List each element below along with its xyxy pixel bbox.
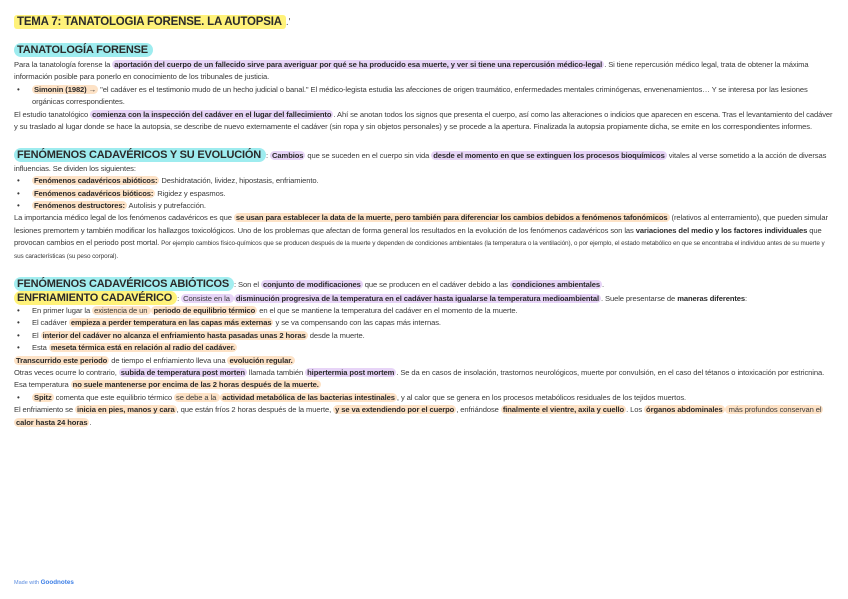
title-line	[14, 12, 834, 30]
list-item: • En primer lugar la existencia de un periodo de equilibrio térmico en el que se mantiene la temperatura del cadáver en el momento de la muerte.	[14, 305, 834, 317]
page-title: TEMA 7: TANATOLOGIA FORENSE. LA AUTOPSIA	[14, 15, 286, 29]
paragraph: El enfriamiento se inicia en pies, manos y cara , que están fríos 2 horas después de la muerte, y se va extendiendo por el cuerpo , enfriándose finalmente el vientre, axila y cuello . Los órganos abdominales más profundos conservan el calor hasta 24 horas .	[14, 405, 822, 427]
section-header-abioticos: FENÓMENOS CADAVÉRICOS ABIÓTICOS	[14, 277, 234, 291]
paragraph: Transcurrido este periodo de tiempo el enfriamiento lleva una evolución regular.	[16, 355, 293, 365]
title-mark: .'	[285, 17, 291, 28]
document-page	[14, 12, 834, 429]
section-fenomenos	[14, 149, 834, 262]
list-item: • Fenómenos cadavéricos abióticos: Deshidratación, lividez, hipostasis, enfriamiento.	[14, 175, 834, 187]
list-item: • El cadáver empieza a perder temperatura en las capas más externas y se va compensando con las capas más internas.	[14, 317, 834, 329]
paragraph: FENÓMENOS CADAVÉRICOS Y SU EVOLUCIÓN : Cambios que se suceden en el cuerpo sin vida desde el momento en que se extinguen los procesos bioquímicos vitales al verse sometido a la acción de diversas influencias. Se dividen los siguientes:	[14, 149, 827, 173]
section-abioticos	[14, 278, 834, 429]
paragraph: ENFRIAMIENTO CADAVÉRICO : Consiste en la disminución progresiva de la temperatura en el cadáver hasta igualarse la temperatura medioambiental . Suele presentarse de maneras diferentes:	[14, 292, 834, 305]
sub-header-enfriamiento: ENFRIAMIENTO CADAVÉRICO	[14, 291, 177, 305]
list-item: • Simonin (1982) → "el cadáver es el testimonio mudo de un hecho judicial o banal." El médico-legista estudia las afecciones de origen traumático, enfermedades mentales criminógenas, envenenamientos… Y se interesa por las lesiones orgánicas correspondientes.	[14, 84, 834, 109]
paragraph: La importancia médico legal de los fenómenos cadavéricos es que se usan para establecer la data de la muerte, pero también para diferenciar los cambios debidos a fenómenos tafonómicos (relativos al enterramiento), que pueden simular lesiones premortem y también modificar los hallazgos toxicológicos. Uno de los problemas que afectan de forma general los resultados en la evolución de los fenómenos cadavéricos son las variaciones del medio y los factores individuales que provocan cambios en el periodo post mortal. Por ejemplo cambios físico-químicos que se producen después de la muerte y dependen de condiciones ambientales (la temperatura o la ventilación), o por ejemplo, el estado metabólico en que se encontraba el individuo antes de su muerte y sus características (su peso corporal).	[14, 213, 828, 260]
goodnotes-watermark: Made with Goodnotes	[14, 579, 74, 586]
list-item: • El interior del cadáver no alcanza el enfriamiento hasta pasadas unas 2 horas desde la muerte.	[14, 330, 834, 342]
paragraph: Para la tanatología forense la aportación del cuerpo de un fallecido sirve para averiguar por qué se ha producido esa muerte, y ver si tiene una repercusión médico-legal . Si tiene repercusión médico legal, trata de obtener la máxima información posible para ponerlo en conocimiento de los tribunales de justicia.	[14, 60, 809, 82]
list-item: • Esta meseta térmica está en relación al radio del cadáver.	[14, 342, 834, 354]
list-item: • Fenómenos cadavéricos bióticos: Rigidez y espasmos.	[14, 188, 834, 200]
section-header-tanatologia: TANATOLOGÍA FORENSE	[14, 43, 153, 57]
list-item: • Fenómenos destructores: Autolisis y putrefacción.	[14, 200, 834, 212]
paragraph: FENÓMENOS CADAVÉRICOS ABIÓTICOS : Son el conjunto de modificaciones que se producen en el cadáver debido a las condiciones ambientales .	[14, 278, 834, 291]
paragraph: El estudio tanatológico comienza con la inspección del cadáver en el lugar del fallecimiento . Ahí se anotan todos los signos que presenta el cuerpo, así como las alteraciones o indicios que aparecen en escena. Tras el levantamiento del cadáver y su traslado al lugar donde se hace la autopsia, se describe de nuevo externamente el cadáver (sin ropa y sin objetos personales) y se procede a la apertura. Finalizada la autopsia propiamente dicha, se emite en los correspondientes informes.	[14, 109, 833, 132]
paragraph: Otras veces ocurre lo contrario, subida de temperatura post morten llamada también hipertermia post mortem . Se da en casos de insolación, trastornos neurológicos, muerte por convulsión, en el caso del tétanos o intoxicación por estricnina. Esa temperatura no suele mantenerse por encima de las 2 horas después de la muerte.	[14, 367, 825, 390]
list-item: • Spitz comenta que este equilibrio térmico se debe a la actividad metabólica de las bacterias intestinales , y al calor que se genera en los procesos metabólicos residuales de los tejidos muertos.	[14, 392, 834, 404]
section-tanatologia	[14, 40, 834, 133]
section-header-fenomenos: FENÓMENOS CADAVÉRICOS Y SU EVOLUCIÓN	[14, 148, 266, 162]
